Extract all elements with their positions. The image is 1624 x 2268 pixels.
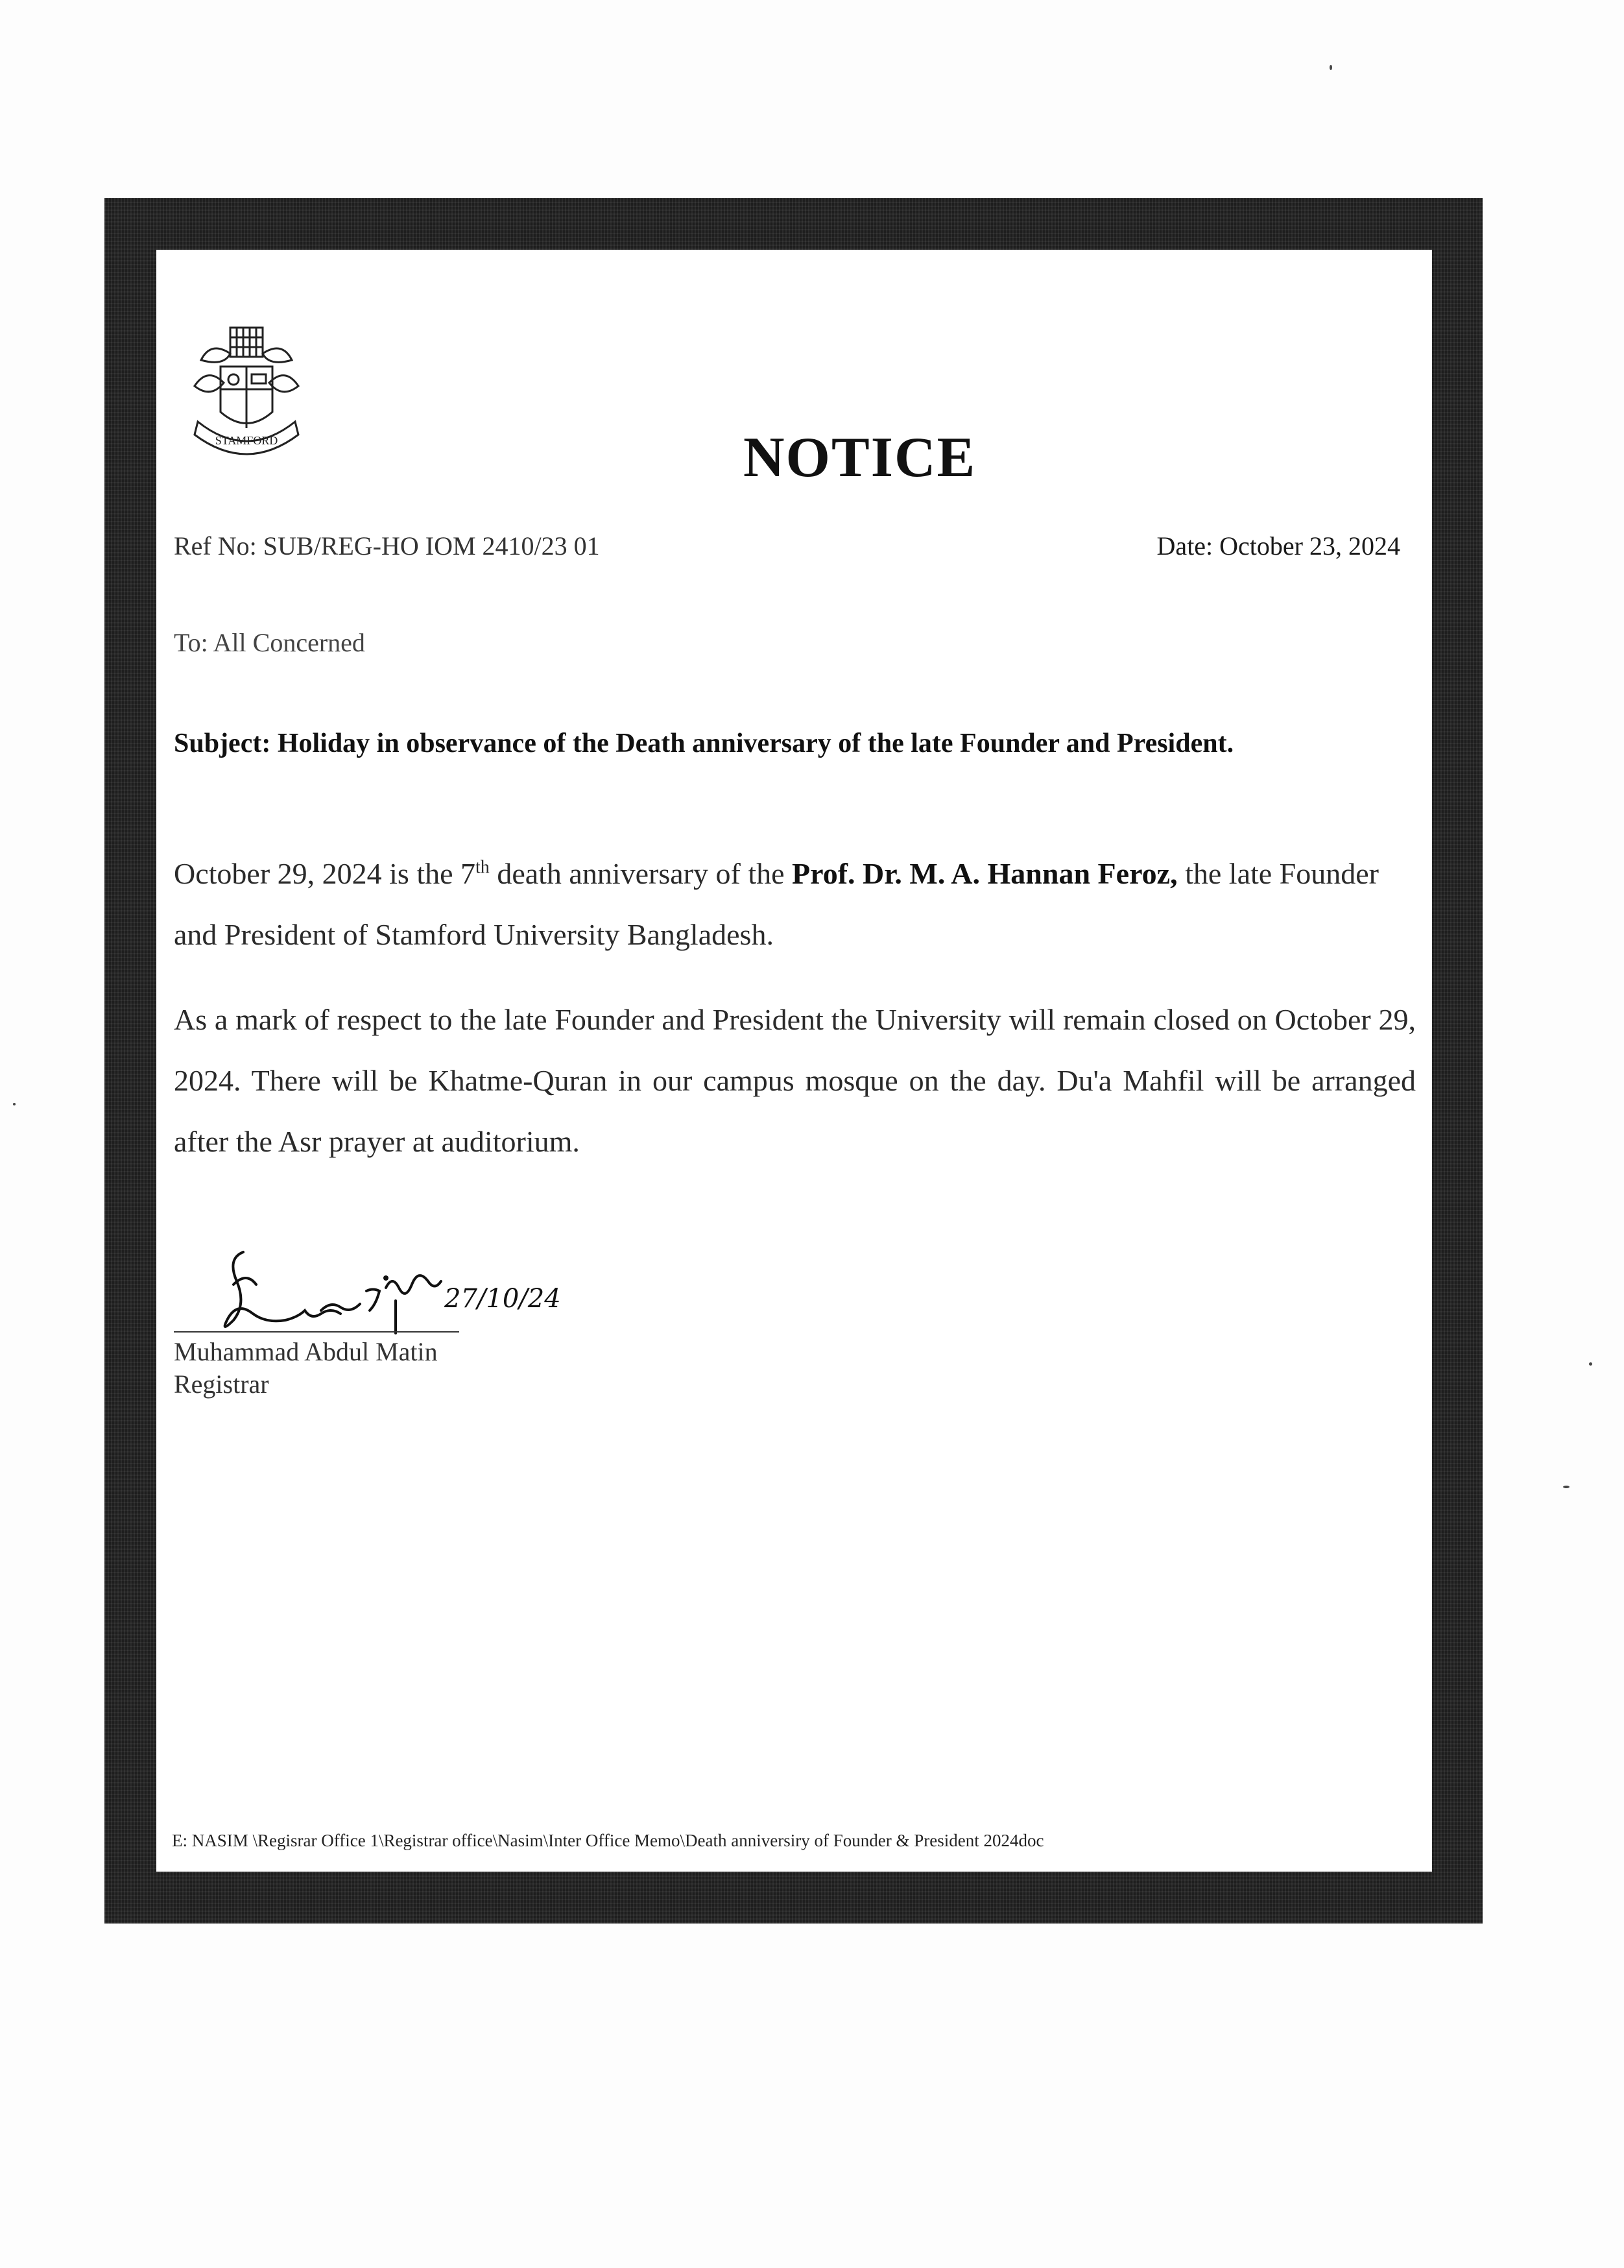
file-path-footer: E: NASIM \Regisrar Office 1\Registrar office\Nasim\Inter Office Memo\Death anniversiry of Founder & President 2024doc [172,1831,1044,1850]
notice-title: NOTICE [743,426,977,489]
para1-superscript: th [475,857,490,878]
logo-banner-text: STAMFORD [215,434,278,447]
stamford-logo-icon [188,315,305,470]
body-paragraph-2: As a mark of respect to the late Founder and President the University will remain closed on October 29, 2024. There will be Khatme-Quran in our campus mosque on the day. Du'a Mahfil will be arranged after the Asr prayer at auditorium. [174,1003,1416,1158]
signature-line [174,1331,459,1333]
signature-date: 27/10/24 [444,1284,561,1314]
founder-name: Prof. Dr. M. A. Hannan Feroz, [792,857,1178,890]
scan-speck [1330,65,1332,70]
notice-date: Date: October 23, 2024 [1156,531,1400,561]
signer-name: Muhammad Abdul Matin [174,1337,438,1366]
para1-after: the late Founder and President of Stamford University Bangladesh. [174,857,1379,951]
para1-before: October 29, 2024 is the 7 [174,857,476,890]
scan-speck [1589,1362,1592,1366]
scan-speck [13,1103,16,1105]
para1-middle: death anniversary of the [489,857,793,890]
subject-line: Subject: Holiday in observance of the Death anniversary of the late Founder and President. [174,729,1234,758]
scan-speck [1563,1486,1570,1488]
recipient-line: To: All Concerned [174,628,365,657]
signer-title: Registrar [174,1369,269,1399]
body-paragraph-1 [174,843,1416,965]
reference-number: Ref No: SUB/REG-HO IOM 2410/23 01 [174,531,600,561]
